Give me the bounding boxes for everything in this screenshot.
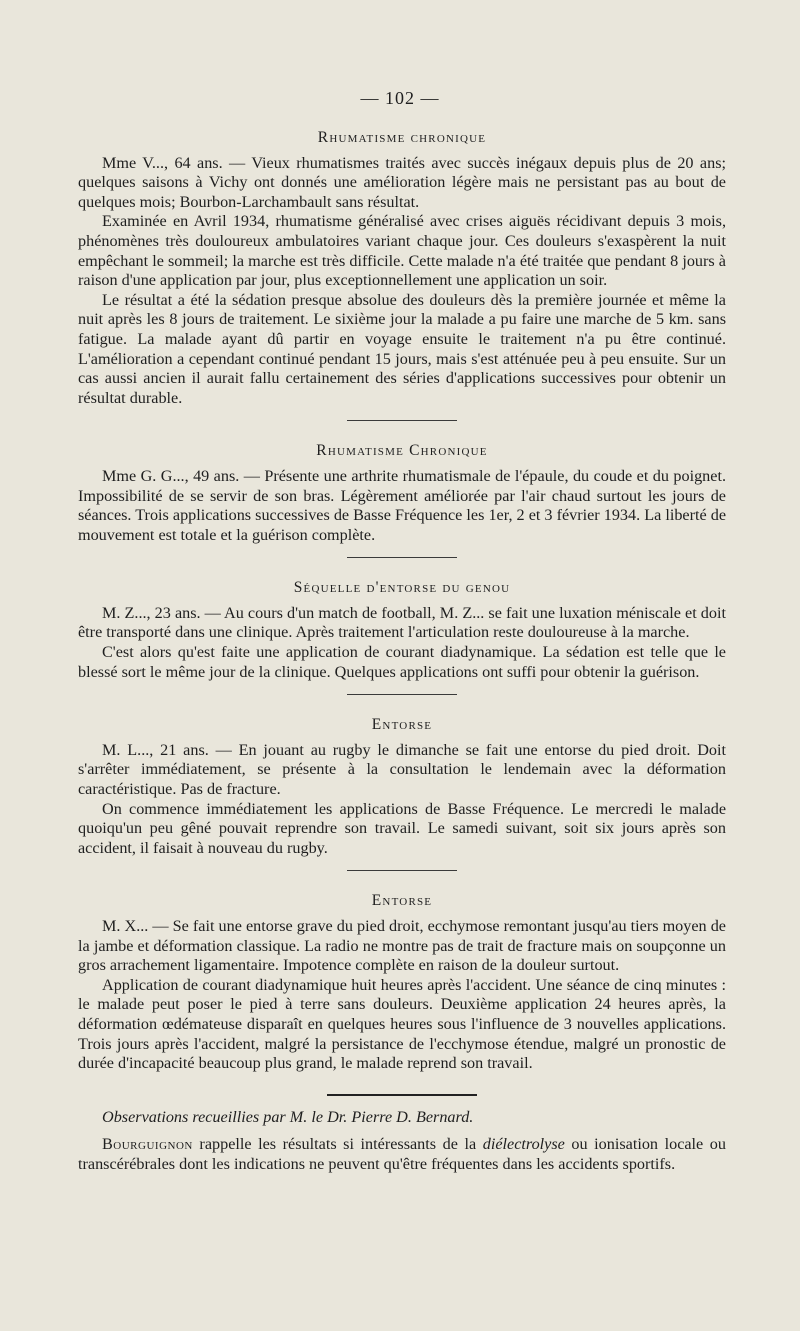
- section-heading: Rhumatisme chronique: [317, 129, 487, 146]
- paragraph: Mme V..., 64 ans. — Vieux rhumatismes traités avec succès inégaux depuis plus de 20 ans; quelques saisons à Vichy ont donnés une amélioration légère mais ne persistant pas au bout de quelques mois; Bourbon-Larchambault sans résultat.: [78, 153, 726, 211]
- observations-credit: Observations recueillies par M. le Dr. Pierre D. Bernard.: [102, 1107, 474, 1126]
- paragraph: M. Z..., 23 ans. — Au cours d'un match de football, M. Z... se fait une luxation méniscale et doit être transporté dans une clinique. Après traitement l'articulation reste douloureuse à la marche.: [78, 603, 726, 642]
- paragraph: M. X... — Se fait une entorse grave du pied droit, ecchymose remontant jusqu'au tiers moyen de la jambe et déformation classique. La radio ne montre pas de trait de fracture mais on soupçonne un gros arrachement ligamentaire. Impotence complète en raison de la douleur surtout.: [78, 917, 726, 975]
- paragraph: M. L..., 21 ans. — En jouant au rugby le dimanche se fait une entorse du pied droit. Doit s'arrêter immédiatement, se présente à la consultation le lendemain avec la déformation caractéristique. Pas de fracture.: [78, 740, 726, 799]
- section-heading: Entorse: [371, 716, 433, 734]
- author-name: Bourguignon: [102, 1135, 193, 1154]
- section-divider: [347, 557, 457, 558]
- closing-term: diélectrolyse: [482, 1135, 565, 1154]
- section-divider: [347, 870, 457, 871]
- page-content: [78, 128, 726, 1175]
- section-divider: [347, 694, 457, 695]
- paragraph: On commence immédiatement les applications de Basse Fréquence. Le mercredi le malade quoiqu'un peu gêné pouvait reprendre son travail. Le samedi suivant, soit six jours après son accident, il faisait à nouveau du rugby.: [78, 799, 726, 857]
- section-rhumatisme-chronique-1: [78, 128, 726, 408]
- section-heading: Entorse: [371, 892, 433, 910]
- section-sequelle-entorse-genou: [78, 578, 726, 682]
- section-divider: [347, 420, 457, 421]
- closing-paragraph: [78, 1135, 726, 1174]
- paragraph: Examinée en Avril 1934, rhumatisme généralisé avec crises aiguës récidivant depuis 3 mois, phénomènes très douloureux ambulatoires variant chaque jour. Ces douleurs s'exaspèrent la nuit empêchant le sommeil; la marche est très difficile. Cette malade n'a été traitée que pendant 8 jours à raison d'une application par jour, plus exceptionnellement une application un soir.: [78, 212, 726, 290]
- section-entorse-2: [78, 891, 726, 1073]
- section-heading: Rhumatisme Chronique: [316, 442, 488, 460]
- paragraph: C'est alors qu'est faite une application de courant diadynamique. La sédation est telle que le blessé sort le même jour de la clinique. Quelques applications ont suffi pour obtenir la guérison.: [78, 643, 726, 681]
- paragraph: Application de courant diadynamique huit heures après l'accident. Une séance de cinq minutes : le malade peut poser le pied à terre sans douleurs. Deuxième application 24 heures après, la déformation œdémateuse disparaît en quelques heures sous l'influence de 3 nouvelles applications. Trois jours après l'accident, malgré la persistance de l'ecchymose étendue, malgré un pronostic de durée d'incapacité beaucoup plus grand, le malade reprend son travail.: [78, 975, 726, 1073]
- closing-text-2: ou ionisation locale ou transcérébrales dont les indications ne peuvent qu'être fréquentes dans les accidents sportifs.: [78, 1135, 726, 1173]
- section-rhumatisme-chronique-2: [78, 441, 726, 545]
- closing-text-1: rappelle les résultats si intéressants de la: [192, 1135, 483, 1154]
- page-number: — 102 —: [360, 88, 440, 108]
- section-entorse-1: [78, 715, 726, 858]
- paragraph: Le résultat a été la sédation presque absolue des douleurs dès la première journée et même la nuit après les 8 jours de traitement. Le sixième jour la malade a pu faire une marche de 5 km. sans fatigue. La malade ayant dû partir en voyage ensuite le traitement n'a pu être continué. L'amélioration a cependant continué pendant 15 jours, mais s'est atténuée peu à peu ensuite. Sur un cas aussi ancien il aurait fallu certainement des séries d'applications successives pour obtenir un résultat durable.: [78, 290, 726, 407]
- closing-divider: [327, 1094, 477, 1096]
- section-heading: Séquelle d'entorse du genou: [293, 579, 511, 597]
- paragraph: Mme G. G..., 49 ans. — Présente une arthrite rhumatismale de l'épaule, du coude et du poignet. Impossibilité de se servir de son bras. Légèrement améliorée par l'air chaud surtout les jours de séances. Trois applications successives de Basse Fréquence les 1er, 2 et 3 février 1934. La liberté de mouvement est totale et la guérison complète.: [78, 466, 727, 544]
